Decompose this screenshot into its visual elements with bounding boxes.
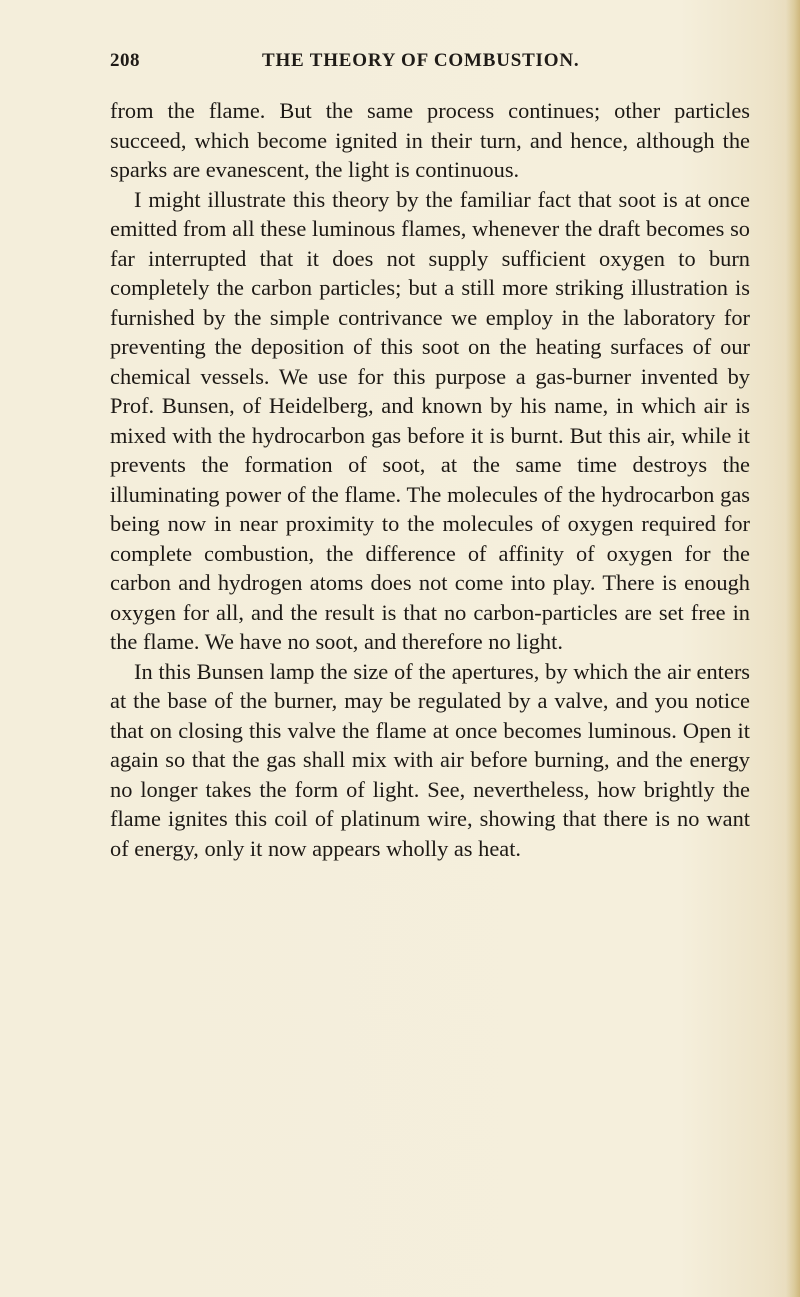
paragraph-1: from the flame. But the same process continues; other particles succeed, which become ignited in their turn, and hence, although the sparks are evanescent, the light is continuous. xyxy=(110,98,750,182)
body-text xyxy=(110,96,750,863)
page-edge-shadow xyxy=(786,0,800,1297)
page-number: 208 xyxy=(110,50,140,71)
running-header xyxy=(110,50,750,80)
running-title: THE THEORY OF COMBUSTION. xyxy=(262,50,580,71)
paragraph-3: In this Bunsen lamp the size of the apertures, by which the air enters at the base of the burner, may be regulated by a valve, and you notice that on closing this valve the flame at once becomes luminous. Open it again so that the gas shall mix with air before burning, and the energy no longer takes the form of light. See, nevertheless, how brightly the flame ignites this coil of platinum wire, showing that there is no want of energy, only it now appears wholly as heat. xyxy=(110,658,750,861)
paragraph-2: I might illustrate this theory by the familiar fact that soot is at once emitted from all these luminous flames, whenever the draft becomes so far interrupted that it does not supply sufficient oxygen to burn completely the carbon particles; but a still more striking illustration is furnished by the simple contrivance we employ in the laboratory for preventing the deposition of this soot on the heating surfaces of our chemical vessels. We use for this purpose a gas-burner invented by Prof. Bunsen, of Heidelberg, and known by his name, in which air is mixed with the hydrocarbon gas before it is burnt. But this air, while it prevents the formation of soot, at the same time destroys the illuminating power of the flame. The molecules of the hydrocarbon gas being now in near proximity to the molecules of oxygen required for complete combustion, the difference of affinity of oxygen for the carbon and hydrogen atoms does not come into play. There is enough oxygen for all, and the result is that no carbon-particles are set free in the flame. We have no soot, and therefore no light. xyxy=(110,186,750,654)
